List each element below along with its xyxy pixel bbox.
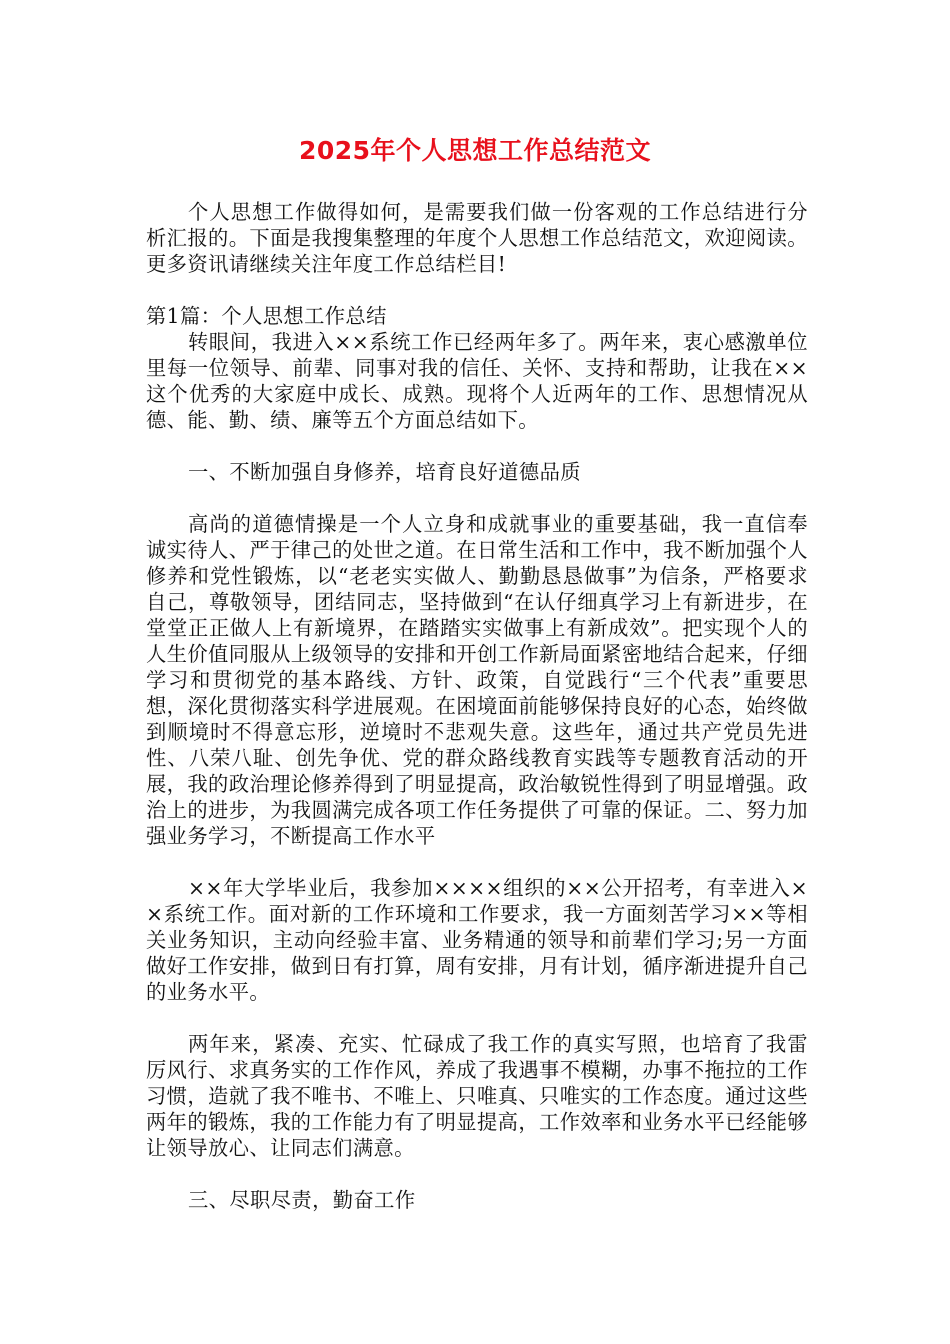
- paragraph-morality: 高尚的道德情操是一个人立身和成就事业的重要基础，我一直信奉诚实待人、严于律己的处世之道。在日常生活和工作中，我不断加强个人修养和党性锻炼，以“老老实实做人、勤勤恳恳做事”为信条，严格要求自己，尊敬领导，团结同志，坚持做到“在认仔细真学习上有新进步，在堂堂正正做人上有新境界，在踏踏实实做事上有新成效”。把实现个人的人生价值同服从上级领导的安排和开创工作新局面紧密地结合起来，仔细学习和贯彻党的基本路线、方针、政策，自觉践行“三个代表”重要思想，深化贯彻落实科学进展观。在困境面前能够保持良好的心态，始终做到顺境时不得意忘形，逆境时不悲观失意。这些年，通过共产党员先进性、八荣八耻、创先争优、党的群众路线教育实践等专题教育活动的开展，我的政治理论修养得到了明显提高，政治敏锐性得到了明显增强。政治上的进步，为我圆满完成各项工作任务提供了可靠的保证。二、努力加强业务学习，不断提高工作水平: [146, 512, 808, 848]
- paragraph-study: ××年大学毕业后，我参加××××组织的××公开招考，有幸进入××系统工作。面对新的工作环境和工作要求，我一方面刻苦学习××等相关业务知识，主动向经验丰富、业务精通的领导和前辈们学习;另一方面做好工作安排，做到日有打算，周有安排，月有计划，循序渐进提升自己的业务水平。: [146, 876, 808, 1004]
- paragraph-spacer: [146, 1161, 808, 1187]
- section-heading-3: 三、尽职尽责，勤奋工作: [188, 1188, 416, 1212]
- paragraph-spacer: [146, 849, 808, 875]
- document-body: [146, 199, 808, 1213]
- paragraph-spacer: [146, 1005, 808, 1031]
- paragraph-spacer: [146, 277, 808, 303]
- paragraph-two-years: 两年来，紧凑、充实、忙碌成了我工作的真实写照，也培育了我雷厉风行、求真务实的工作作风，养成了我遇事不模糊，办事不拖拉的工作习惯，造就了我不唯书、不唯上、只唯真、只唯实的工作态度。通过这些两年的锻炼，我的工作能力有了明显提高，工作效率和业务水平已经能够让领导放心、让同志们满意。: [146, 1032, 808, 1160]
- paragraph-opening: 转眼间，我进入××系统工作已经两年多了。两年来，衷心感激单位里每一位领导、前辈、同事对我的信任、关怀、支持和帮助，让我在××这个优秀的大家庭中成长、成熟。现将个人近两年的工作、思想情况从德、能、勤、绩、廉等五个方面总结如下。: [146, 330, 808, 432]
- part-heading: 第1篇：个人思想工作总结: [146, 304, 387, 328]
- paragraph-spacer: [146, 433, 808, 459]
- intro-paragraph: 个人思想工作做得如何，是需要我们做一份客观的工作总结进行分析汇报的。下面是我搜集整理的年度个人思想工作总结范文，欢迎阅读。更多资讯请继续关注年度工作总结栏目!: [146, 200, 808, 276]
- document-title: 2025年个人思想工作总结范文: [298, 136, 652, 165]
- paragraph-spacer: [146, 485, 808, 511]
- section-heading-1: 一、不断加强自身修养，培育良好道德品质: [188, 460, 581, 484]
